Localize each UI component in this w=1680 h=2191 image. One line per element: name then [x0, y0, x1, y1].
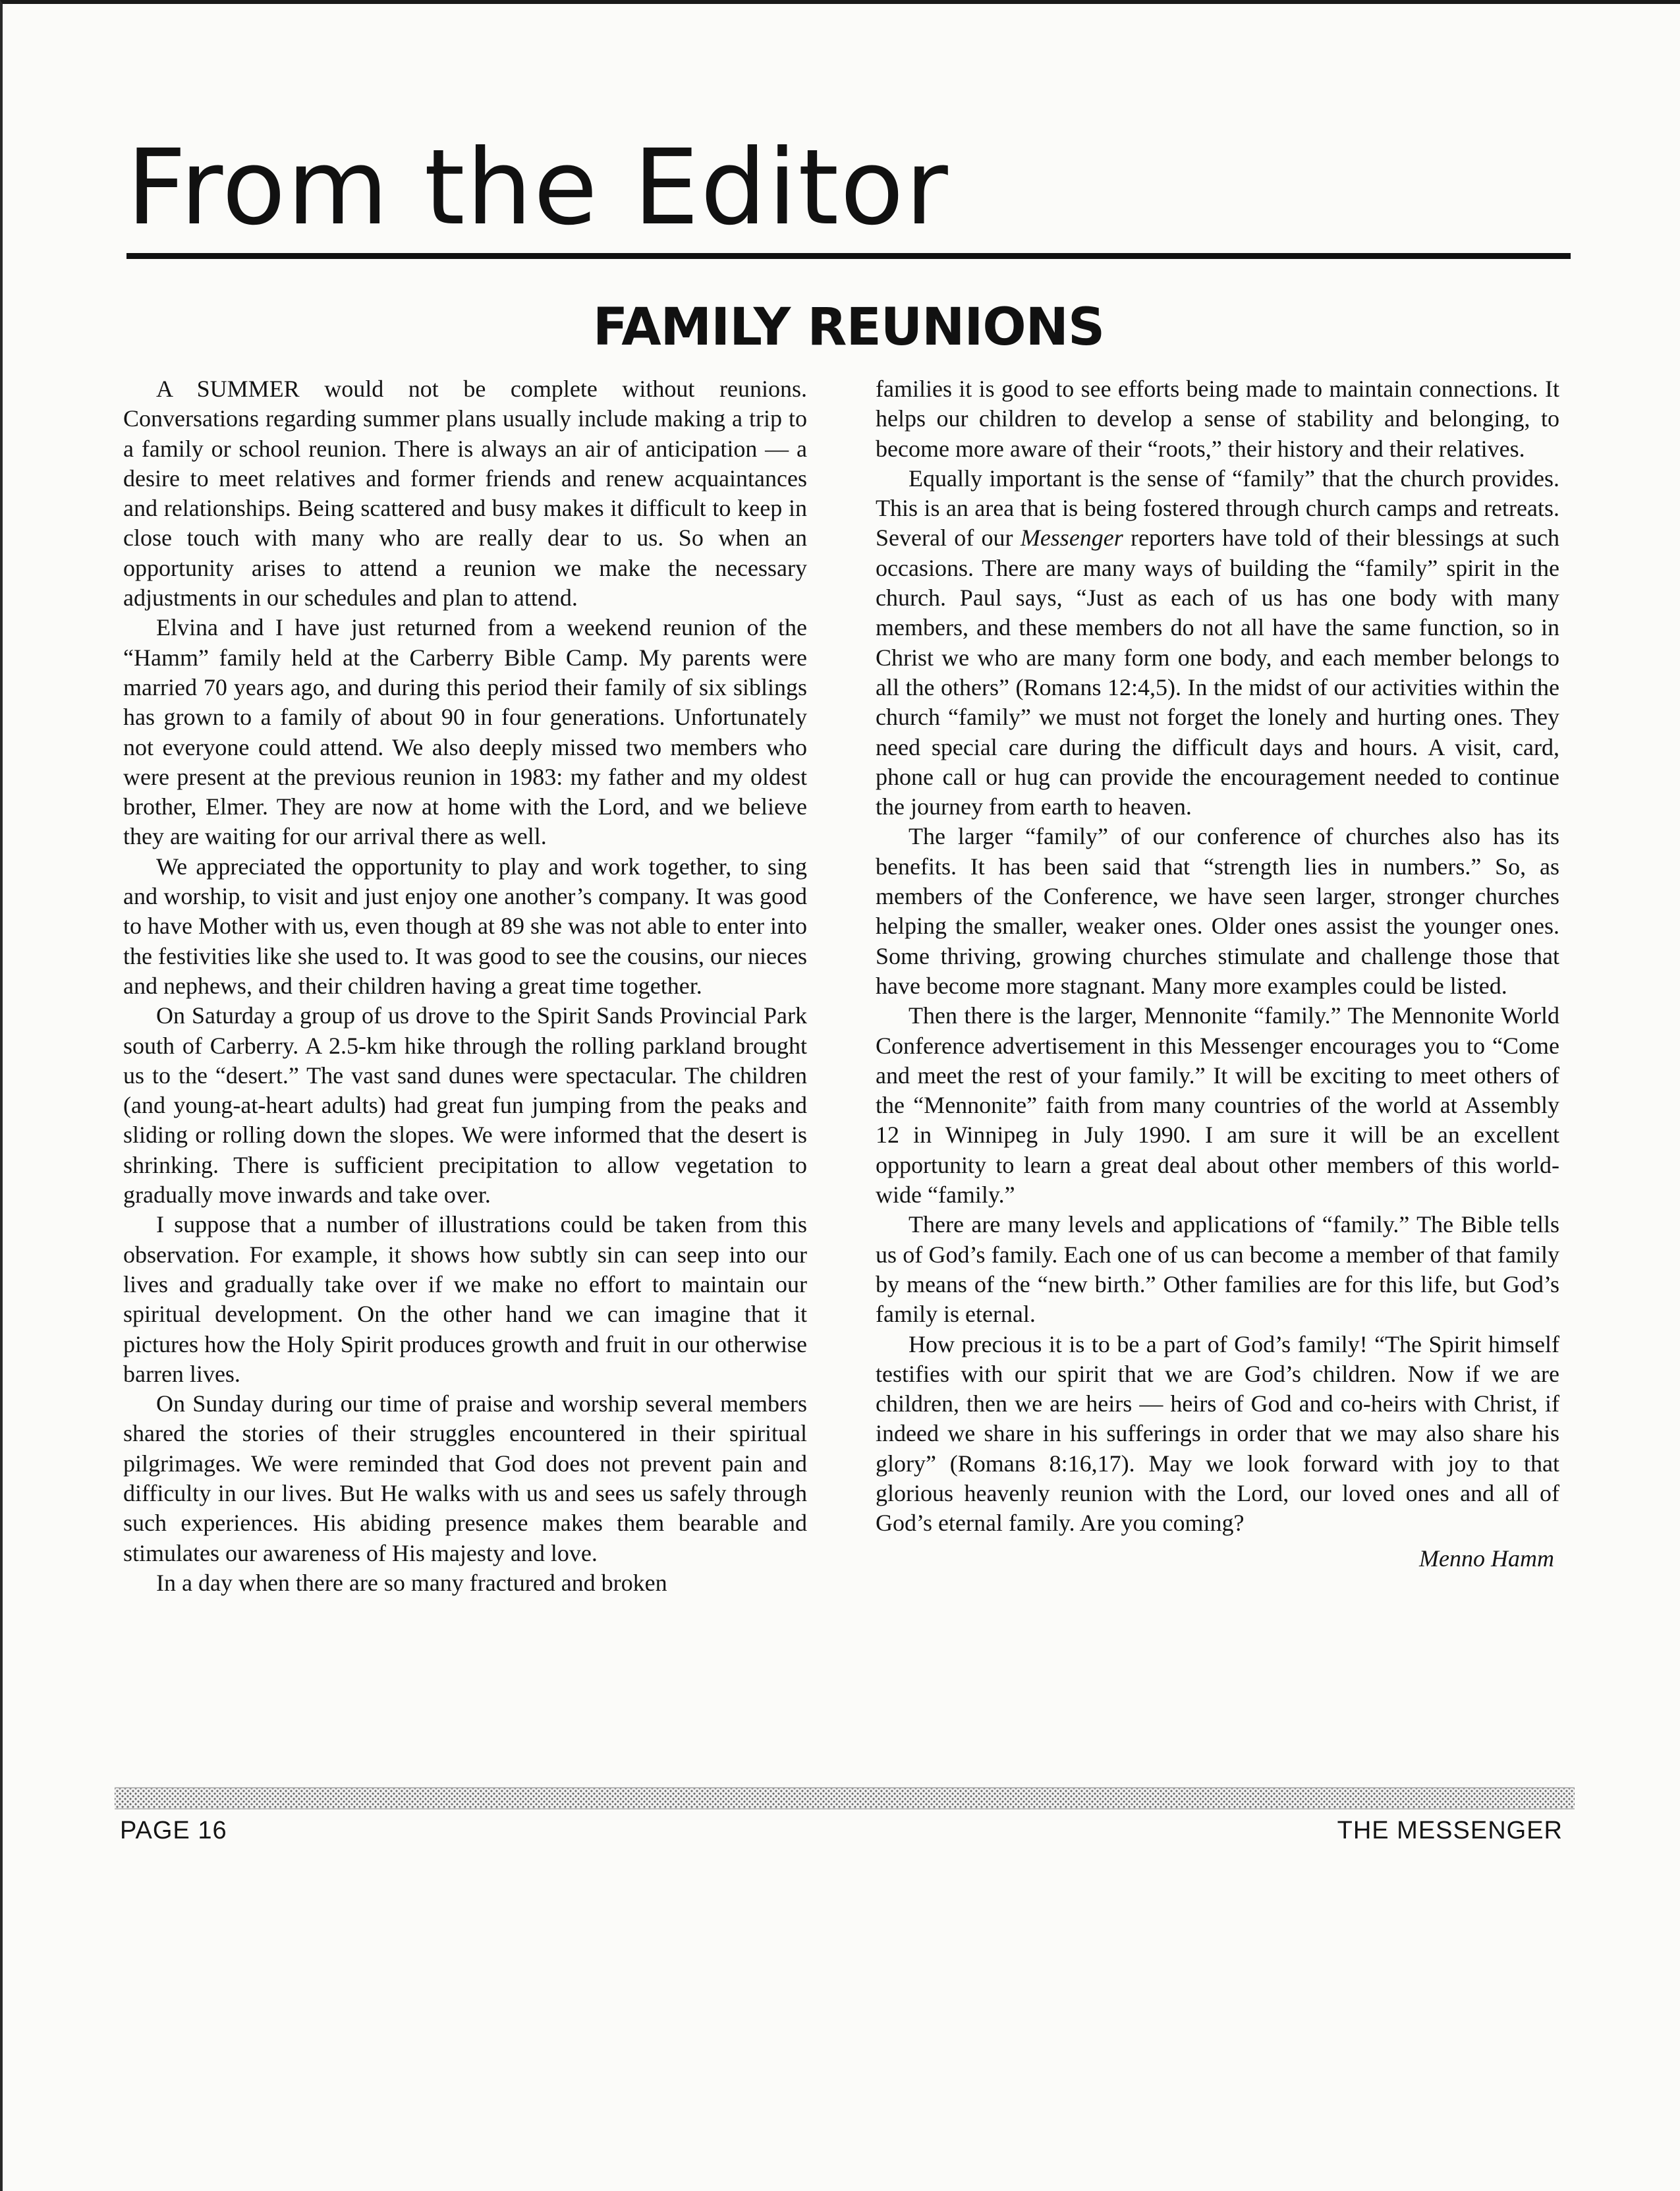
paragraph: We appreciated the opportunity to play and work together, to sing and worship, to visit and just enjoy one another’s company. It was good to have Mother with us, even though at 89 she was not able to enter into the festivities like she used to. It was good to see the cousins, our nieces and nephews, and their children having a great time together.: [123, 853, 807, 999]
paragraph: On Saturday a group of us drove to the Spirit Sands Provincial Park south of Carberry. A 2.5-km hike through the rolling parkland brought us to the “desert.” The vast sand dunes were spectacular. The children (and young-at-heart adults) had great fun jumping from the peaks and sliding or rolling down the slopes. We were informed that the desert is shrinking. There is sufficient precipitation to allow vegetation to gradually move inwards and take over.: [123, 1002, 807, 1209]
page-number: PAGE 16: [120, 1817, 227, 1844]
heading-rule: [126, 253, 1571, 259]
section-title: From the Editor: [126, 127, 949, 248]
article-title: FAMILY REUNIONS: [592, 298, 1105, 357]
paragraph-continuation: families it is good to see efforts being made to maintain connections. It helps our children to develop a sense of stability and belonging, to become more aware of their “roots,” their history and their relatives.: [876, 376, 1559, 462]
footer-dot-band: [115, 1787, 1575, 1809]
paragraph: Elvina and I have just returned from a weekend reunion of the “Hamm” family held at the Carberry Bible Camp. My parents were married 70 years ago, and during this period their family of six siblings has grown to a family of about 90 in four generations. Unfortunately not everyone could attend. We also deeply missed two members who were present at the previous reunion in 1983: my father and my oldest brother, Elmer. They are now at home with the Lord, and we believe they are waiting for our arrival there as well.: [123, 614, 807, 850]
left-column: [123, 374, 807, 1598]
author-signature: Menno Hamm: [1419, 1545, 1554, 1572]
paragraph: A SUMMER would not be complete without reunions. Conversations regarding summer plans usually include making a trip to a family or school reunion. There is always an air of anticipation — a desire to meet relatives and former friends and renew acquaintances and relationships. Being scattered and busy makes it difficult to keep in close touch with many who are really dear to us. So when an opportunity arises to attend a reunion we make the necessary adjustments in our schedules and plan to attend.: [123, 376, 807, 612]
magazine-name: Messenger: [1020, 525, 1123, 552]
paragraph: [876, 464, 1559, 822]
paragraph: In a day when there are so many fractured and broken: [156, 1569, 667, 1596]
paragraph: Then there is the larger, Mennonite “family.” The Mennonite World Conference advertisement in this Messenger encourages you to “Come and meet the rest of your family.” It will be exciting to meet others of the “Mennonite” faith from many countries of the world at Assembly 12 in Winnipeg in July 1990. I am sure it will be an excellent opportunity to learn a great deal about other members of this world-wide “family.”: [876, 1002, 1559, 1209]
paragraph: There are many levels and applications of “family.” The Bible tells us of God’s family. Each one of us can become a member of that family by means of the “new birth.” Other families are for this life, but God’s family is eternal.: [876, 1211, 1559, 1328]
paragraph: I suppose that a number of illustrations could be taken from this observation. For example, it shows how subtly sin can seep into our lives and gradually take over if we make no effort to maintain our spiritual development. On the other hand we can imagine that it pictures how the Holy Spirit produces growth and fruit in our otherwise barren lives.: [123, 1211, 807, 1387]
paragraph: On Sunday during our time of praise and worship several members shared the stories of their struggles encountered in their spiritual pilgrimages. We were reminded that God does not prevent pain and difficulty in our lives. But He walks with us and sees us safely through such experiences. His abiding presence makes them bearable and stimulates our awareness of His majesty and love.: [123, 1390, 807, 1566]
paragraph-text: reporters have told of their blessings at such occasions. There are many ways of building the “family” spirit in the church. Paul says, “Just as each of us has one body with many members, and these members do not all have the same function, so in Christ we who are many form one body, and each member belongs to all the others” (Romans 12:4,5). In the midst of our activities within the church “family” we must not forget the lonely and hurting ones. They need special care during the difficult days and hours. A visit, card, phone call or hug can provide the encouragement needed to continue the journey from earth to heaven.: [876, 525, 1559, 820]
paragraph: How precious it is to be a part of God’s family! “The Spirit himself testifies with our spirit that we are God’s children. Now if we are children, then we are heirs — heirs of God and co-heirs with Christ, if indeed we share in his sufferings in order that we may also share his glory” (Romans 8:16,17). May we look forward with joy to that glorious heavenly reunion with the Lord, our loved ones and all of God’s eternal family. Are you coming?: [876, 1330, 1559, 1537]
right-column: [876, 374, 1559, 1573]
publication-name: THE MESSENGER: [1337, 1817, 1563, 1844]
paragraph: The larger “family” of our conference of churches also has its benefits. It has been said that “strength lies in numbers.” So, as members of the Conference, we have seen larger, stronger churches helping the smaller, weaker ones. Older ones assist the younger ones. Some thriving, growing churches stimulate and challenge those that have become more stagnant. Many more examples could be listed.: [876, 823, 1559, 999]
paragraph-text: Equally important is the sense of “family” that the church provides. This is an area that is being fostered through church camps and retreats. Several of our: [876, 465, 1559, 552]
